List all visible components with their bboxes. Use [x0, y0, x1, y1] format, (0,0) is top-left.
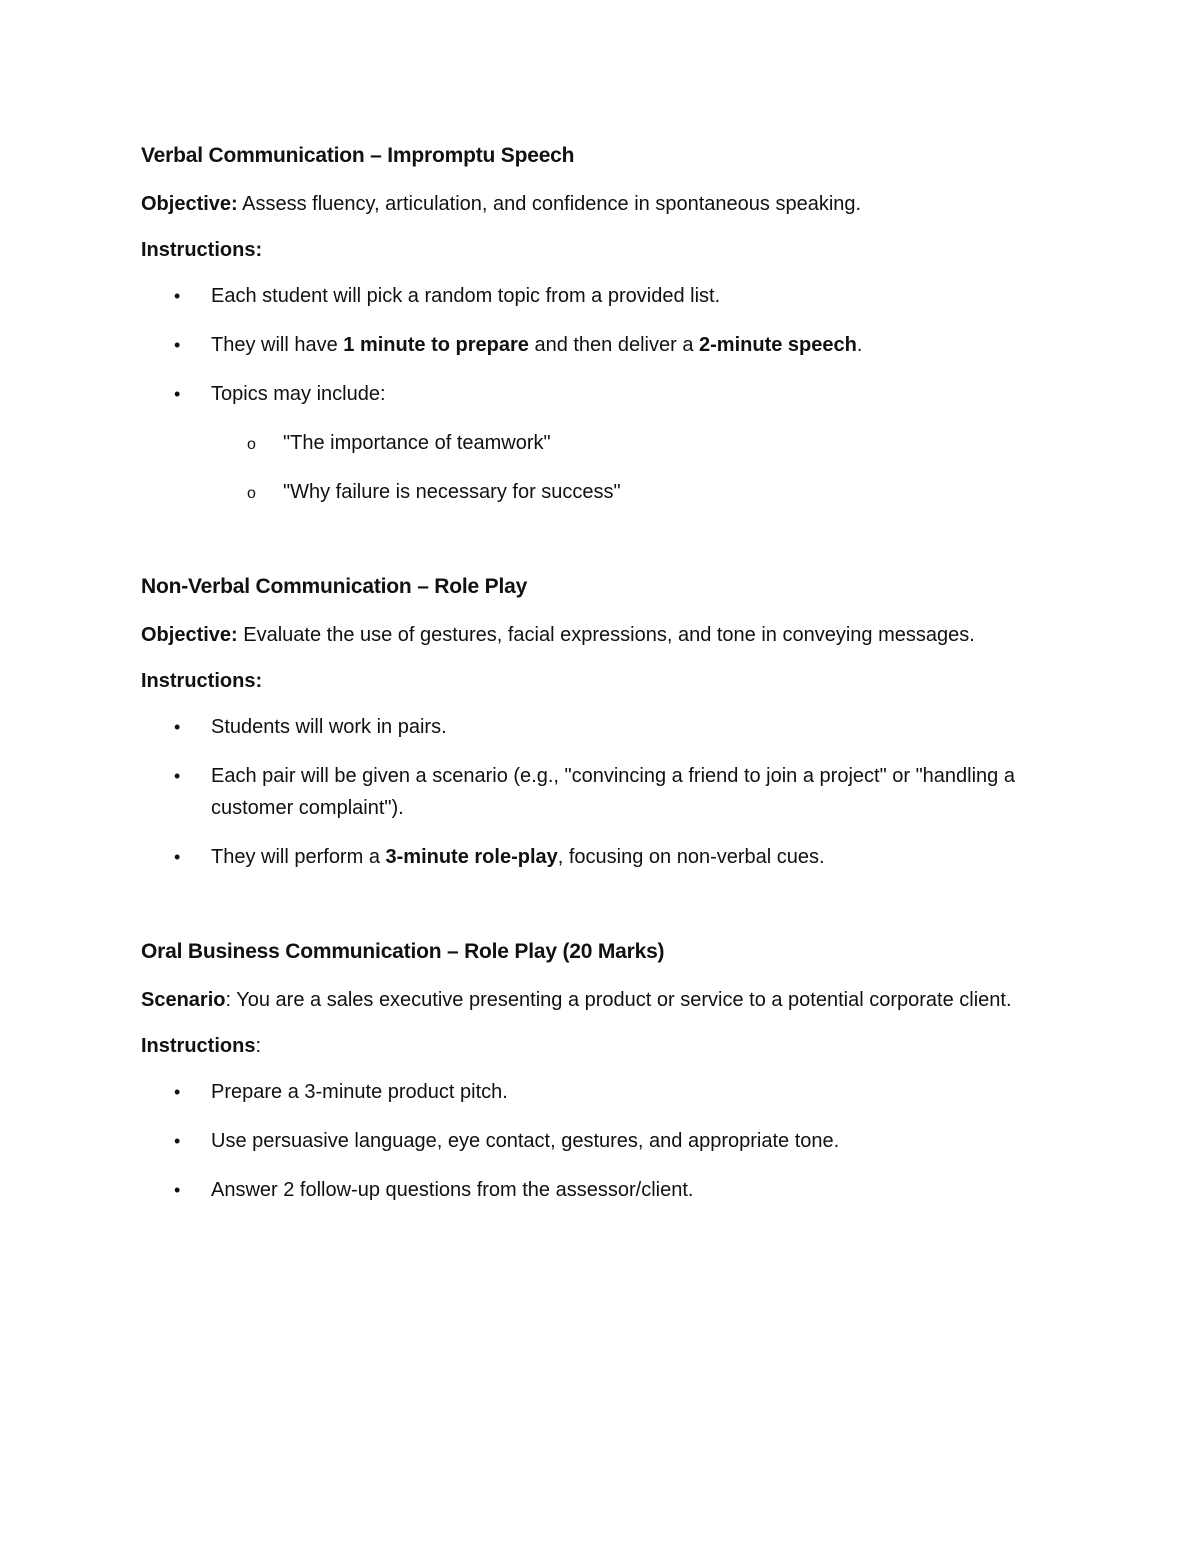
circle-bullet-icon: o: [247, 485, 256, 502]
circle-bullet-icon: o: [247, 436, 256, 453]
section-oral-business-communication: [141, 936, 1041, 1206]
section-nonverbal-communication: [141, 571, 1041, 873]
list-item: • Prepare a 3-minute product pitch.: [141, 1076, 1041, 1108]
objective-label: Objective:: [141, 193, 238, 215]
objective-paragraph: [141, 619, 1041, 651]
list-item: • Each pair will be given a scenario (e.g., "convincing a friend to join a project" or "handling a customer complaint").: [141, 760, 1041, 824]
list-item: • Use persuasive language, eye contact, gestures, and appropriate tone.: [141, 1125, 1041, 1157]
instructions-label: Instructions:: [141, 670, 263, 692]
instructions-list: [141, 1076, 1041, 1206]
bullet-icon: •: [174, 335, 181, 355]
scenario-text: You are a sales executive presenting a product or service to a potential corporate client.: [231, 989, 1012, 1011]
bullet-icon: •: [174, 1180, 181, 1200]
list-item: • They will have 1 minute to prepare and then deliver a 2-minute speech.: [141, 329, 1041, 361]
list-item: • Students will work in pairs.: [141, 711, 1041, 743]
section-spacer: [141, 525, 1041, 571]
list-item: • Answer 2 follow-up questions from the assessor/client.: [141, 1174, 1041, 1206]
scenario-label: Scenario: [141, 989, 226, 1011]
objective-paragraph: [141, 188, 1041, 220]
sub-list-item: o "The importance of teamwork": [211, 427, 1041, 459]
section-heading: Non-Verbal Communication – Role Play: [141, 575, 528, 598]
sub-list-item: o "Why failure is necessary for success": [211, 476, 1041, 508]
bullet-icon: •: [174, 384, 181, 404]
section-verbal-communication: [141, 140, 1041, 508]
scenario-paragraph: Scenario: You are a sales executive presenting a product or service to a potential corporate client.: [141, 989, 1012, 1011]
bullet-icon: •: [174, 766, 181, 786]
section-heading: Verbal Communication – Impromptu Speech: [141, 144, 575, 167]
instructions-label: Instructions:: [141, 239, 263, 261]
instructions-label: Instructions:: [141, 1035, 262, 1057]
objective-label: Objective:: [141, 624, 238, 646]
bullet-icon: •: [174, 717, 181, 737]
document-page: [141, 140, 1041, 1223]
objective-text: Assess fluency, articulation, and confidence in spontaneous speaking.: [237, 193, 862, 215]
instructions-list: [141, 280, 1041, 508]
bullet-icon: •: [174, 286, 181, 306]
section-heading: Oral Business Communication – Role Play (20 Marks): [141, 940, 665, 963]
instructions-list: [141, 711, 1041, 873]
section-spacer: [141, 890, 1041, 936]
bullet-icon: •: [174, 1082, 181, 1102]
list-item: • They will perform a 3-minute role-play, focusing on non-verbal cues.: [141, 841, 1041, 873]
bullet-icon: •: [174, 847, 181, 867]
list-item: • Each student will pick a random topic from a provided list.: [141, 280, 1041, 312]
objective-text: Evaluate the use of gestures, facial expressions, and tone in conveying messages.: [237, 624, 975, 646]
list-item: • Topics may include: o "The importance of teamwork" o "Why failure is necessary for success": [141, 378, 1041, 508]
topics-sublist: [211, 427, 1041, 508]
bullet-icon: •: [174, 1131, 181, 1151]
